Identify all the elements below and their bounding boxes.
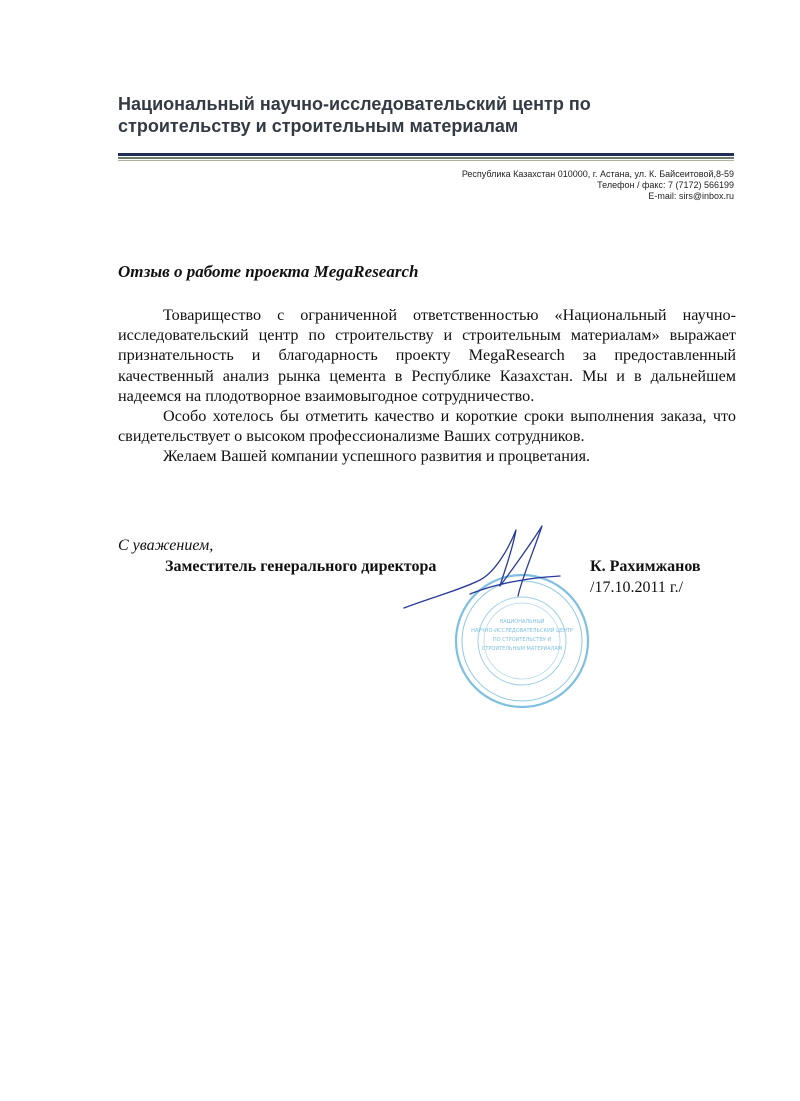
letter-body [118, 305, 736, 467]
email-line: E-mail: sirs@inbox.ru [648, 191, 734, 201]
stamp-text: ПО СТРОИТЕЛЬСТВУ И [492, 637, 552, 643]
address-line: Республика Казахстан 010000, г. Астана, ул. К. Байсеитовой,8-59 [461, 169, 734, 179]
body-paragraph: Товарищество с ограниченной ответственностью «Национальный научно-исследовательский центр по строительству и строительным материалам» выражает признательность и благодарность проекту MegaResearch за предоставленный качественный анализ рынка цемента в Республике Казахстан. Мы и в дальнейшем надеемся на плодотворное взаимовыгодное сотрудничество. [118, 306, 736, 405]
body-paragraph: Желаем Вашей компании успешного развития и процветания. [163, 447, 591, 466]
letter-title: Отзыв о работе проекта MegaResearch [118, 262, 419, 281]
stamp-text: НАЦИОНАЛЬНЫЙ [499, 619, 545, 625]
stamp-text: НАУЧНО-ИССЛЕДОВАТЕЛЬСКИЙ ЦЕНТР [471, 628, 573, 634]
organization-name-line1: Национальный научно-исследовательский центр по [118, 94, 591, 114]
header-rule-green [118, 157, 734, 159]
organization-name [118, 93, 718, 137]
phone-line: Телефон / факс: 7 (7172) 566199 [597, 180, 734, 190]
letter-date: /17.10.2011 г./ [590, 579, 684, 596]
header-rule-light [118, 160, 734, 161]
header-rule-dark [118, 153, 734, 156]
organization-name-line2: строительству и строительным материалам [118, 116, 519, 136]
closing-phrase: С уважением, [118, 537, 214, 554]
contact-info [462, 169, 734, 202]
stamp-text: СТРОИТЕЛЬНЫМ МАТЕРИАЛАМ [481, 646, 563, 652]
signer-position: Заместитель генерального директора [165, 558, 437, 575]
signer-name: К. Рахимжанов [590, 558, 701, 575]
body-paragraph: Особо хотелось бы отметить качество и короткие сроки выполнения заказа, что свидетельствует о высоком профессионализме Ваших сотрудников. [118, 407, 736, 446]
